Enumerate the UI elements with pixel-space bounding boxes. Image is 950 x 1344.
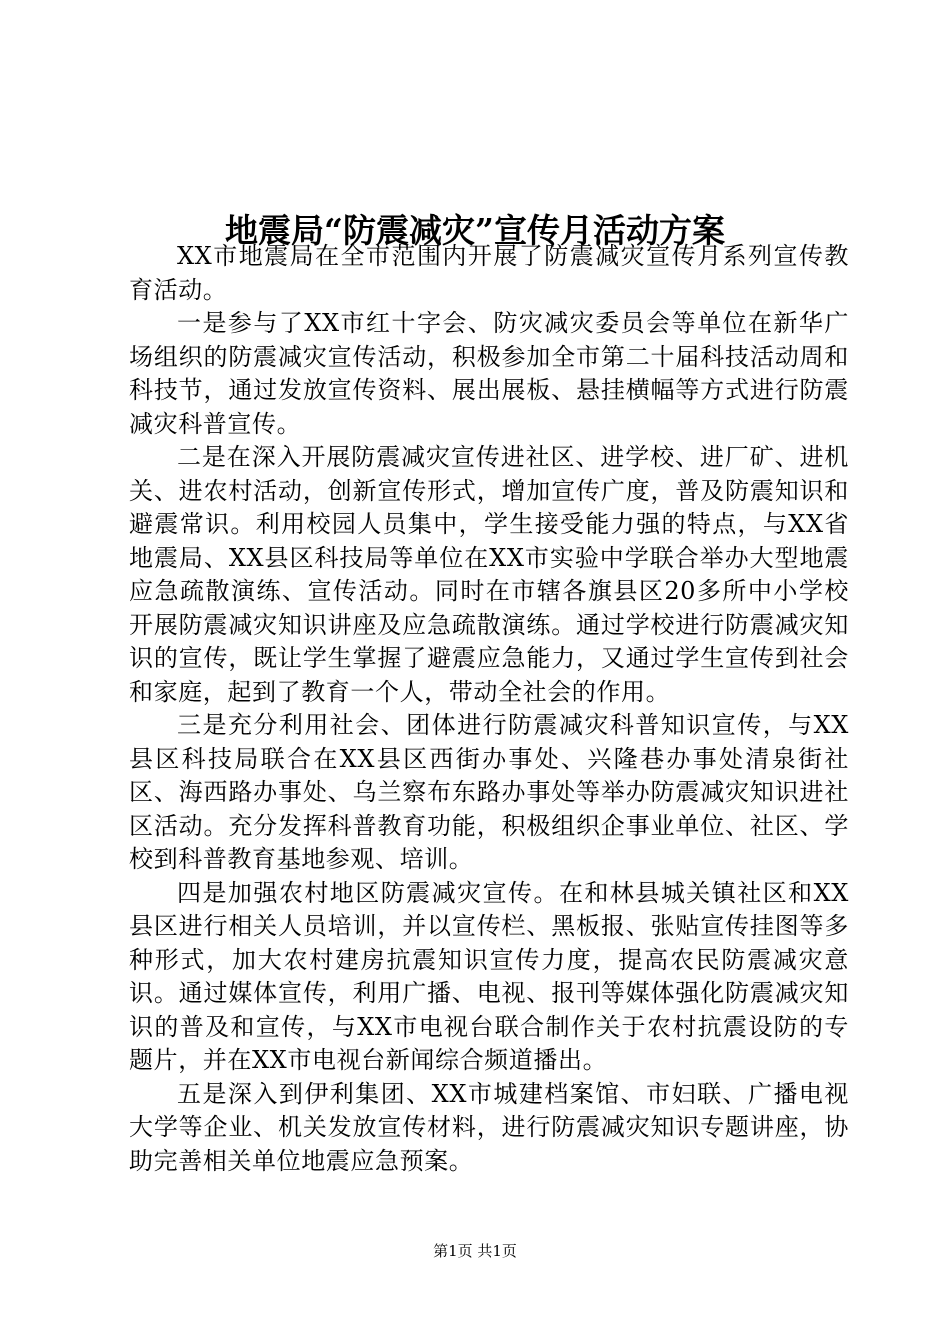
paragraph-item-1: 一是参与了XX市红十字会、防灾减灾委员会等单位在新华广场组织的防震减灾宣传活动，积极参加全市第二十届科技活动周和科技节，通过发放宣传资料、展出展板、悬挂横幅等方式进行防震减灾科普宣传。 bbox=[129, 309, 849, 438]
paragraph-item-5: 五是深入到伊利集团、XX市城建档案馆、市妇联、广播电视大学等企业、机关发放宣传材料，进行防震减灾知识专题讲座，协助完善相关单位地震应急预案。 bbox=[129, 1079, 849, 1175]
paragraph-intro: XX市地震局在全市范围内开展了防震减灾宣传月系列宣传教育活动。 bbox=[129, 242, 849, 304]
document-body bbox=[129, 240, 849, 1178]
paragraph-item-4: 四是加强农村地区防震减灾宣传。在和林县城关镇社区和XX县区进行相关人员培训，并以宣传栏、黑板报、张贴宣传挂图等多种形式，加大农村建房抗震知识宣传力度，提高农民防震减灾意识。通过媒体宣传，利用广播、电视、报刊等媒体强化防震减灾知识的普及和宣传，与XX市电视台联合制作关于农村抗震设防的专题片，并在XX市电视台新闻综合频道播出。 bbox=[129, 878, 849, 1074]
paragraph-item-3: 三是充分利用社会、团体进行防震减灾科普知识宣传，与XX县区科技局联合在XX县区西街办事处、兴隆巷办事处清泉街社区、海西路办事处、乌兰察布东路办事处等举办防震减灾知识进社区活动。充分发挥科普教育功能，积极组织企事业单位、社区、学校到科普教育基地参观、培训。 bbox=[129, 711, 849, 873]
document-title: 地震局“防震减灾”宣传月活动方案 bbox=[225, 211, 725, 251]
paragraph-item-2: 二是在深入开展防震减灾宣传进社区、进学校、进厂矿、进机关、进农村活动，创新宣传形式，增加宣传广度，普及防震知识和避震常识。利用校园人员集中，学生接受能力强的特点，与XX省地震局、XX县区科技局等单位在XX市实验中学联合举办大型地震应急疏散演练、宣传活动。同时在市辖各旗县区20多所中小学校开展防震减灾知识讲座及应急疏散演练。通过学校进行防震减灾知识的宣传，既让学生掌握了避震应急能力，又通过学生宣传到社会和家庭，起到了教育一个人，带动全社会的作用。 bbox=[129, 443, 849, 706]
page-number-footer: 第1页 共1页 bbox=[433, 1242, 517, 1260]
